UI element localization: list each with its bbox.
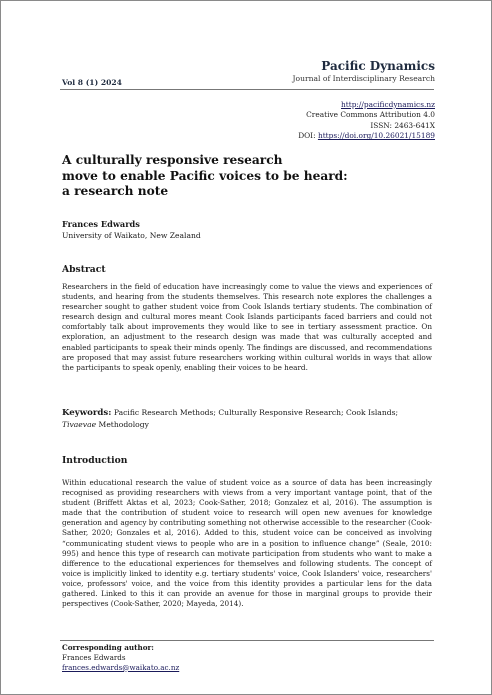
keywords-tail: Methodology: [96, 420, 149, 429]
journal-url-link[interactable]: http://pacificdynamics.nz: [341, 100, 435, 109]
license-text: Creative Commons Attribution 4.0: [306, 110, 435, 120]
title-line: a research note: [62, 184, 169, 199]
title-line: A culturally responsive research: [62, 153, 283, 167]
journal-header: [292, 59, 435, 83]
corresponding-name: Frances Edwards: [62, 652, 126, 662]
journal-subtitle: Journal of Interdisciplinary Research: [292, 74, 435, 83]
title-line: move to enable Pacific voices to be heard:: [62, 168, 348, 183]
doi-label: DOI:: [298, 131, 318, 141]
corresponding-email-link[interactable]: frances.edwards@waikato.ac.nz: [62, 662, 180, 672]
footer-divider: [60, 640, 434, 641]
publication-meta: [298, 100, 435, 142]
journal-name: Pacific Dynamics: [321, 59, 435, 73]
corresponding-author: [62, 643, 179, 672]
abstract-text: Researchers in the field of education have increasingly come to value the views and experiences of students, and hearing from the students themselves. This research note explores the challenges a researcher sought to gather student voice from Cook Islands tertiary students. The combination of research design and cultural mores meant Cook Islands participants faced barriers and could not comfortably talk about improvements they would like to see in tertiary assessment practice. On exploration, an adjustment to the research design was made that was culturally accepted and enabled participants to speak their minds openly. The findings are discussed, and recommendations are proposed that may assist future researchers working within cultural worlds in ways that allow the participants to speak openly, enabling their voices to be heard.: [62, 282, 432, 372]
header-divider: [60, 89, 434, 90]
article-title: [62, 153, 362, 200]
keywords: [62, 407, 432, 430]
author-name: Frances Edwards: [62, 219, 140, 229]
issn-text: ISSN: 2463-641X: [370, 120, 435, 130]
keywords-text: Pacific Research Methods; Culturally Responsive Research; Cook Islands;: [111, 408, 399, 417]
keywords-italic: Tivaevae: [62, 420, 97, 429]
abstract-heading: Abstract: [62, 264, 106, 275]
keywords-label: Keywords:: [62, 408, 112, 418]
introduction-heading: Introduction: [62, 455, 128, 466]
volume-label: Vol 8 (1) 2024: [62, 78, 122, 87]
corresponding-label: Corresponding author:: [62, 643, 154, 652]
doi-link[interactable]: https://doi.org/10.26021/15189: [317, 131, 435, 141]
author-affiliation: University of Waikato, New Zealand: [62, 231, 201, 240]
introduction-text: Within educational research the value of student voice as a source of data has been increasingly recognised as providing researchers with views from a very important vantage point, that of the student (Briffett Aktas et al, 2023; Cook-Sather, 2018; Gonzalez et al, 2016). The assumption is made that the contribution of student voice to research will open new avenues for knowledge generation and agency by contributing something not otherwise accessible to the researcher (Cook-Sather, 2020; Gonzales et al, 2016). Added to this, student voice can be conceived as involving “communicating student views to people who are in a position to influence change” (Seale, 2010: 995) and hence this type of research can motivate participation from students who want to make a difference to the educational experiences for themselves and following students. The concept of voice is implicitly linked to identity e.g. tertiary students' voice, Cook Islanders' voice, researchers' voice, professors' voice, and the voice from this identity provides a particular lens for the data gathered. Linked to this it can provide an avenue for those in marginal groups to provide their perspectives (Cook-Sather, 2020; Mayeda, 2014).: [62, 478, 432, 609]
